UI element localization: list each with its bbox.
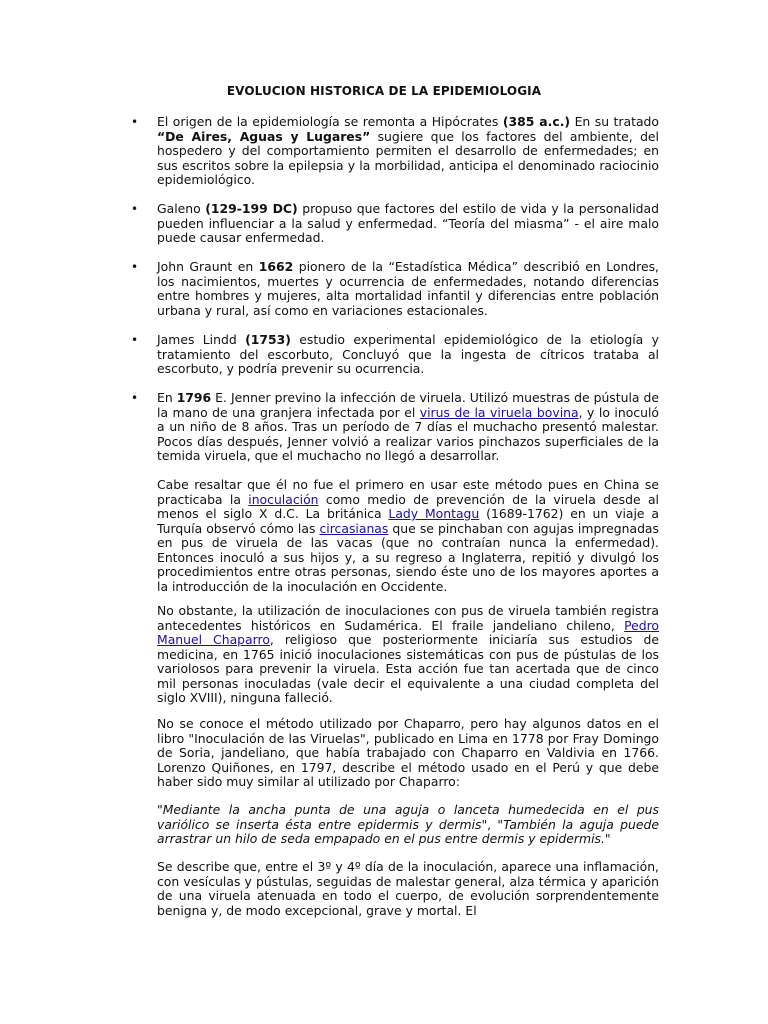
paragraph-sudamerica: No obstante, la utilización de inoculaciones con pus de viruela también registra antecedentes históricos en Sudamérica. El fraile jandeliano chileno, Pedro Manuel Chaparro, religioso que posteriormente iniciaría sus estudios de medicina, en 1765 inició inoculaciones sistemáticas con pus de pústulas de los variolosos para prevenir la viruela. Esta acción fue tan acertada que de cinco mil personas inoculadas (vale decir el equivalente a una ciudad completa del siglo XVIII), ninguna falleció. xyxy=(157,603,659,705)
bullet-jenner: En 1796 E. Jenner previno la infección de viruela. Utilizó muestras de pústula de la mano de una granjera infectada por el virus de la viruela bovina, y lo inoculó a un niño de 8 años. Tras un período de 7 días el muchacho presentó malestar. Pocos días después, Jenner volvió a realizar varios pinchazos superficiales de la temida viruela, que el muchacho no llegó a desarrollar. xyxy=(157,390,659,463)
link-lady-montagu[interactable]: Lady Montagu xyxy=(388,506,480,521)
bullet-marker: • xyxy=(131,260,139,274)
link-circasianas[interactable]: circasianas xyxy=(319,520,389,536)
paragraph-metodo-chaparro: No se conoce el método utilizado por Chaparro, pero hay algunos datos en el libro "Inoculación de las Viruelas", publicado en Lima en 1778 por Fray Domingo de Soria, jandeliano, que había trabajado con Chaparro en Valdivia en 1766. Lorenzo Quiñones, en 1797, describe el método usado en el Perú y que debe haber sido muy similar al utilizado por Chaparro: xyxy=(157,716,659,789)
bullet-marker: • xyxy=(131,202,139,216)
bullet-marker: • xyxy=(131,115,139,129)
paragraph-descripcion-inoculacion: Se describe que, entre el 3º y 4º día de la inoculación, aparece una inflamación, con vesículas y pústulas, seguidas de malestar general, alza térmica y aparición de una viruela atenuada en todo el cuerpo, de evolución sorprendentemente benigna y, de modo excepcional, grave y mortal. El xyxy=(157,859,659,918)
bullet-marker: • xyxy=(131,391,139,405)
document-title: EVOLUCION HISTORICA DE LA EPIDEMIOLOGIA xyxy=(226,84,542,98)
paragraph-china-inoculacion: Cabe resaltar que él no fue el primero en usar este método pues en China se practicaba la inoculación como medio de prevención de la viruela desde al menos el siglo X d.C. La británica Lady Montagu (1689-1762) en un viaje a Turquía observó cómo las circasianas que se pinchaban con agujas impregnadas en pus de viruela de las vacas (que no contraían nunca la enfermedad). Entonces inoculó a sus hijos y, a su regreso a Inglaterra, repitió y divulgó los procedimientos entre otras personas, siendo éste uno de los mayores aportes a la introducción de la inoculación en Occidente. xyxy=(157,477,660,594)
link-pedro-manuel-chaparro[interactable]: Pedro Manuel Chaparro xyxy=(157,617,659,647)
bullet-graunt: John Graunt en 1662 pionero de la “Estadística Médica” describió en Londres, los nacimientos, muertes y ocurrencia de enfermedades, notando diferencias entre hombres y mujeres, alta mortalidad infantil y diferencias entre población urbana y rural, así como en variaciones estacionales. xyxy=(157,259,659,318)
link-inoculacion[interactable]: inoculación xyxy=(248,491,319,507)
bullet-lindd: James Lindd (1753) estudio experimental epidemiológico de la etiología y tratamiento del escorbuto, Concluyó que la ingesta de cítricos trataba al escorbuto, y podría prevenir su ocurrencia. xyxy=(157,332,659,376)
bullet-hipocrates: El origen de la epidemiología se remonta a Hipócrates (385 a.c.) En su tratado “De Aires, Aguas y Lugares” sugiere que los factores del ambiente, del hospedero y del comportamiento permiten el desarrollo de enfermedades; en sus escritos sobre la epilepsia y la morbilidad, anticipa el denominado raciocinio epidemiológico. xyxy=(157,114,660,187)
bullet-marker: • xyxy=(131,333,139,347)
bullet-galeno: Galeno (129-199 DC) propuso que factores del estilo de vida y la personalidad pueden influenciar a la salud y enfermedad. “Teoría del miasma” - el aire malo puede causar enfermedad. xyxy=(157,201,659,245)
paragraph-quote: "Mediante la ancha punta de una aguja o lanceta humedecida en el pus variólico se inserta ésta entre epidermis y dermis", "También la aguja puede arrastrar un hilo de seda empapado en el pus entre dermis y epidermis." xyxy=(157,802,659,846)
link-virus-viruela-bovina[interactable]: virus de la viruela bovina xyxy=(419,404,579,420)
